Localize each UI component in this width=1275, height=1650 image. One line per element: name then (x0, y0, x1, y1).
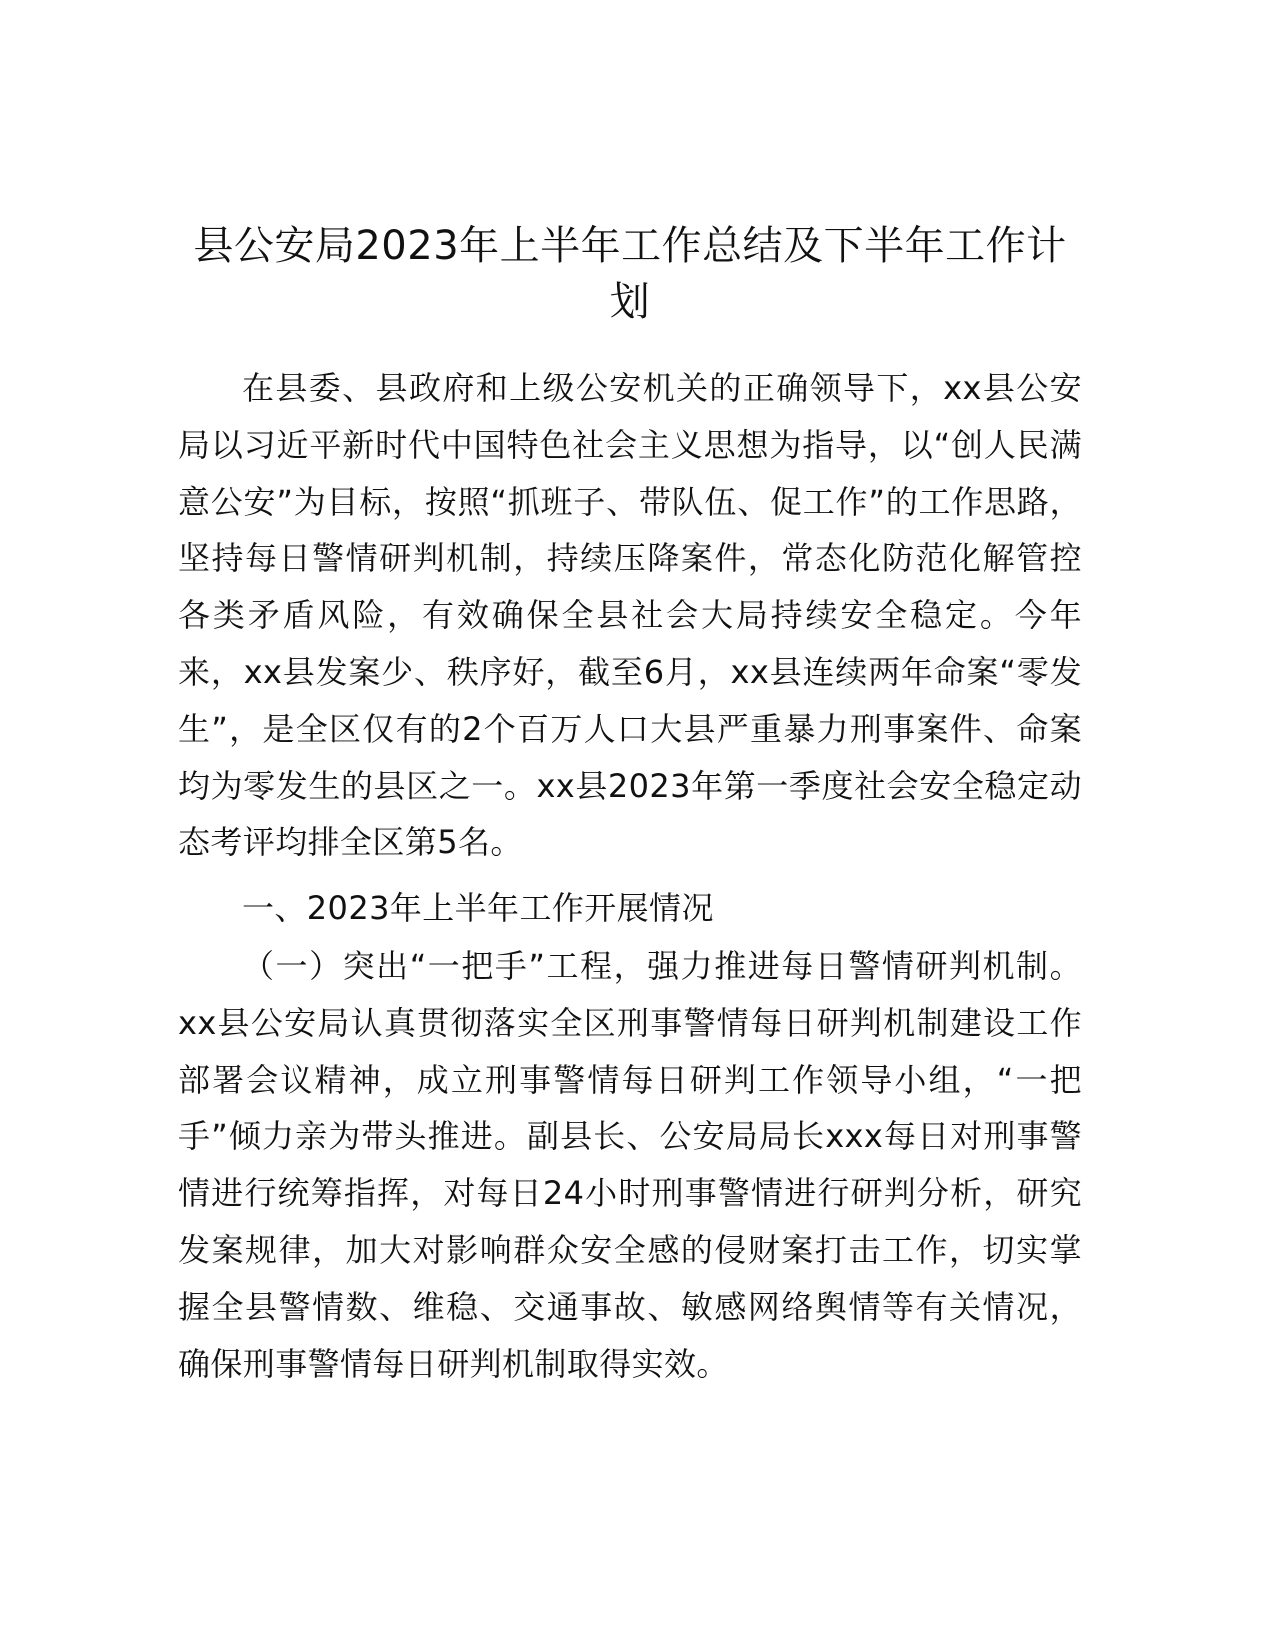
intro-paragraph: 在县委、县政府和上级公安机关的正确领导下，xx县公安局以习近平新时代中国特色社会主义思想为指导，以“创人民满意公安”为目标，按照“抓班子、带队伍、促工作”的工作思路，坚持每日警情研判机制，持续压降案件，常态化防范化解管控各类矛盾风险，有效确保全县社会大局持续安全稳定。今年来，xx县发案少、秩序好，截至6月，xx县连续两年命案“零发生”，是全区仅有的2个百万人口大县严重暴力刑事案件、命案均为零发生的县区之一。xx县2023年第一季度社会安全稳定动态考评均排全区第5名。 (178, 369, 1082, 862)
section-heading: 一、2023年上半年工作开展情况 (242, 889, 714, 927)
subsection-paragraph: （一）突出“一把手”工程，强力推进每日警情研判机制。xx县公安局认真贯彻落实全区刑事警情每日研判机制建设工作部署会议精神，成立刑事警情每日研判工作领导小组，“一把手”倾力亲为带头推进。副县长、公安局局长xxx每日对刑事警情进行统筹指挥，对每日24小时刑事警情进行研判分析，研究发案规律，加大对影响群众安全感的侵财案打击工作，切实掌握全县警情数、维稳、交通事故、敏感网络舆情等有关情况，确保刑事警情每日研判机制取得实效。 (178, 947, 1082, 1383)
document-title: 县公安局2023年上半年工作总结及下半年工作计划 (193, 223, 1067, 325)
